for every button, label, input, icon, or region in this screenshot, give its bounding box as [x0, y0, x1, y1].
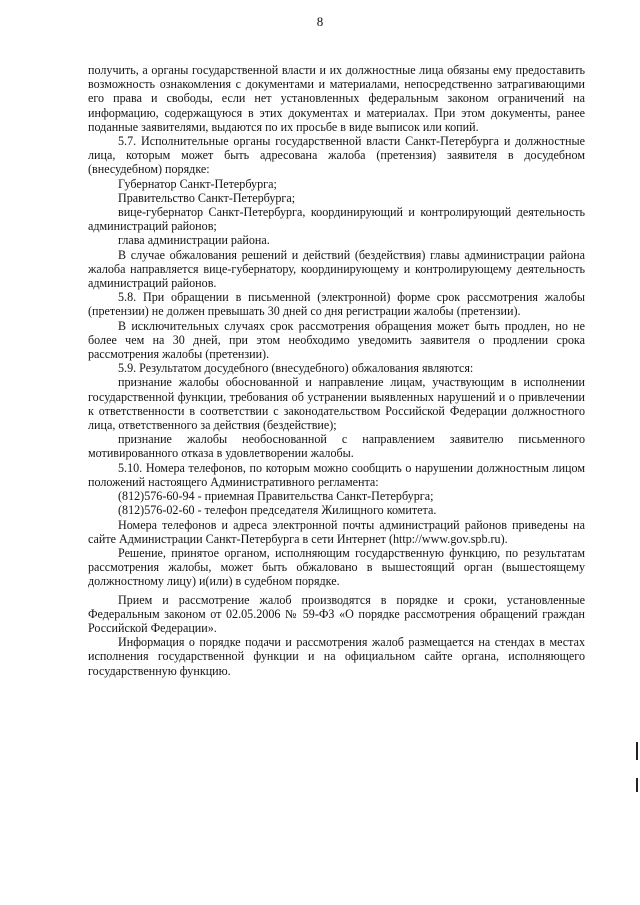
list-item-governor: Губернатор Санкт-Петербурга; [118, 176, 277, 191]
paragraph-appeal-head: В случае обжалования решений и действий (бездействия) главы администрации района жалоба направляется вице-губернатору, координирующему и контролирующему деятельность администраций районов. [88, 247, 585, 291]
scan-edge-mark [636, 778, 638, 792]
result-justified: признание жалобы обоснованной и направление лицам, участвующим в исполнении государственной функции, требования об устранении выявленных нарушений и о привлечении к ответственности в соответствии с законодательством Российской Федерации должностного лица, ответственного за действия (бездействие); [88, 375, 585, 433]
list-item-government: Правительство Санкт-Петербурга; [118, 190, 296, 205]
scan-edge-mark [636, 742, 638, 760]
phone-chairman: (812)576-02-60 - телефон председателя Жилищного комитета. [118, 503, 437, 518]
list-item-vice-governor: вице-губернатор Санкт-Петербурга, координирующий и контролирующий деятельность администраций районов; [88, 205, 585, 234]
paragraph-decision-appeal: Решение, принятое органом, исполняющим государственную функцию, по результатам рассмотрения жалобы, может быть обжаловано в вышестоящий орган (вышестоящему должностному лицу) и(или) в судебном порядке. [88, 545, 585, 589]
paragraph-extension: В исключительных случаях срок рассмотрения обращения может быть продлен, но не более чем на 30 дней, при этом необходимо уведомить заявителя о продлении срока рассмотрения жалобы (претензии). [88, 318, 585, 362]
paragraph-5-9: 5.9. Результатом досудебного (внесудебного) обжалования являются: [118, 361, 474, 376]
paragraph-district-contacts: Номера телефонов и адреса электронной почты администраций районов приведены на сайте Администрации Санкт-Петербурга в сети Интернет (http://www.gov.spb.ru). [88, 517, 585, 546]
paragraph-continuation: получить, а органы государственной власти и их должностные лица обязаны ему предоставить возможность ознакомления с документами и материалами, непосредственно затрагивающими его права и свободы, если нет установленных федеральным законом ограничений на информацию, содержащуюся в этих документах и материалах. При этом документы, ранее поданные заявителями, выдаются по их просьбе в виде выписок или копий. [88, 63, 585, 134]
page-number: 8 [316, 14, 324, 29]
paragraph-information: Информация о порядке подачи и рассмотрения жалоб размещается на стендах в местах исполнения государственной функции и на официальном сайте органа, исполняющего государственную функцию. [88, 635, 585, 678]
paragraph-5-7: 5.7. Исполнительные органы государственной власти Санкт-Петербурга и должностные лица, которым может быть адресована жалоба (претензия) заявителя в досудебном (внесудебном) порядке: [88, 134, 585, 177]
result-unjustified: признание жалобы необоснованной с направлением заявителю письменного мотивированного отказа в удовлетворении жалобы. [88, 432, 585, 461]
paragraph-5-8: 5.8. При обращении в письменной (электронной) форме срок рассмотрения жалобы (претензии) не должен превышать 30 дней со дня регистрации жалобы (претензии). [88, 290, 585, 319]
phone-government: (812)576-60-94 - приемная Правительства Санкт-Петербурга; [118, 489, 434, 504]
list-item-district-head: глава администрации района. [118, 233, 270, 248]
paragraph-federal-law: Прием и рассмотрение жалоб производятся в порядке и сроки, установленные Федеральным законом от 02.05.2006 № 59-ФЗ «О порядке рассмотрения обращений граждан Российской Федерации». [88, 592, 585, 635]
paragraph-5-10: 5.10. Номера телефонов, по которым можно сообщить о нарушении должностным лицом положений настоящего Административного регламента: [88, 460, 585, 489]
document-body [88, 63, 585, 678]
